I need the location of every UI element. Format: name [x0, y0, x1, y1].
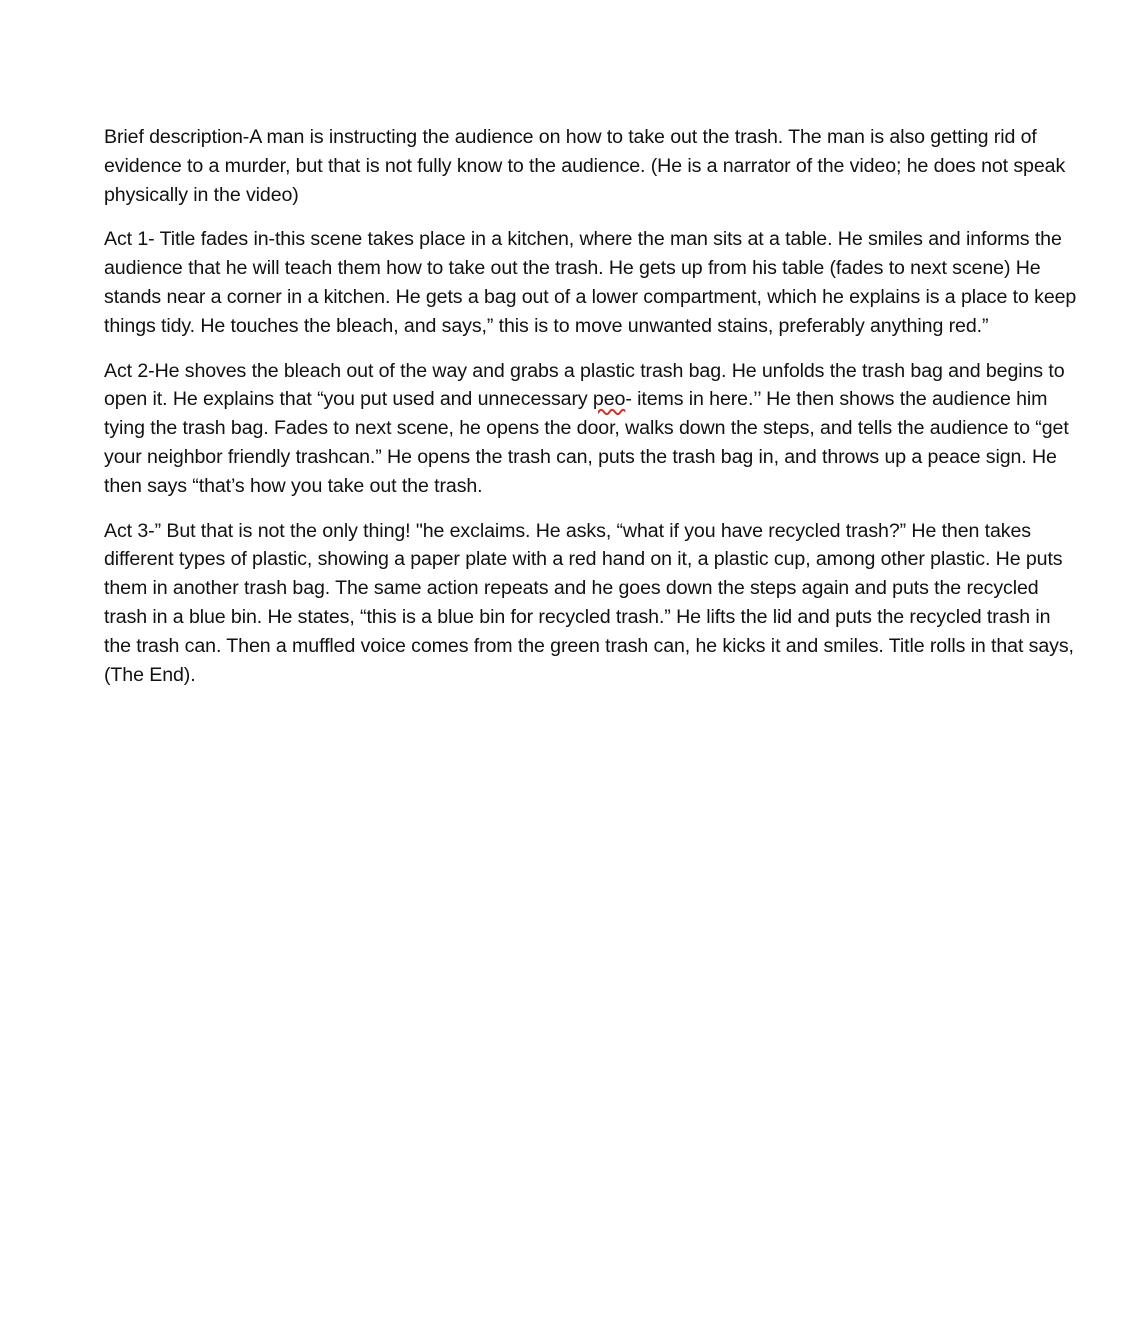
act-2-paragraph: [104, 357, 1079, 501]
act-1-paragraph: Act 1- Title fades in-this scene takes place in a kitchen, where the man sits at a table. He smiles and informs the audience that he will teach them how to take out the trash. He gets up from his table (fades to next scene) He stands near a corner in a kitchen. He gets a bag out of a lower compartment, which he explains is a place to keep things tidy. He touches the bleach, and says,” this is to move unwanted stains, preferably anything red.”: [104, 228, 1077, 337]
document-body[interactable]: [104, 123, 1079, 705]
act-3-paragraph: Act 3-” But that is not the only thing! "he exclaims. He asks, “what if you have recycled trash?” He then takes different types of plastic, showing a paper plate with a red hand on it, a plastic cup, among other plastic. He puts them in another trash bag. The same action repeats and he goes down the steps again and puts the recycled trash in a blue bin. He states, “this is a blue bin for recycled trash.” He lifts the lid and puts the recycled trash in the trash can. Then a muffled voice comes from the green trash can, he kicks it and smiles. Title rolls in that says, (The End).: [104, 519, 1074, 686]
act-2-text-start: Act 2-He shoves the bleach out of the way and grabs a plastic trash bag. He unfolds the trash bag and begins to open it. He explains that “you put used and unnecessary: [104, 359, 1065, 411]
brief-description-paragraph: Brief description-A man is instructing the audience on how to take out the trash. The man is also getting rid of evidence to a murder, but that is not fully know to the audience. (He is a narrator of the video; he does not speak physically in the video): [104, 126, 1066, 206]
act-2-text-end: - items in here.’’ He then shows the audience him tying the trash bag. Fades to next scene, he opens the door, walks down the steps, and tells the audience to “get your neighbor friendly trashcan.” He opens the trash can, puts the trash bag in, and throws up a peace sign. He then says “that’s how you take out the trash.: [104, 388, 1069, 497]
spellcheck-flagged-word[interactable]: peo: [592, 388, 626, 411]
